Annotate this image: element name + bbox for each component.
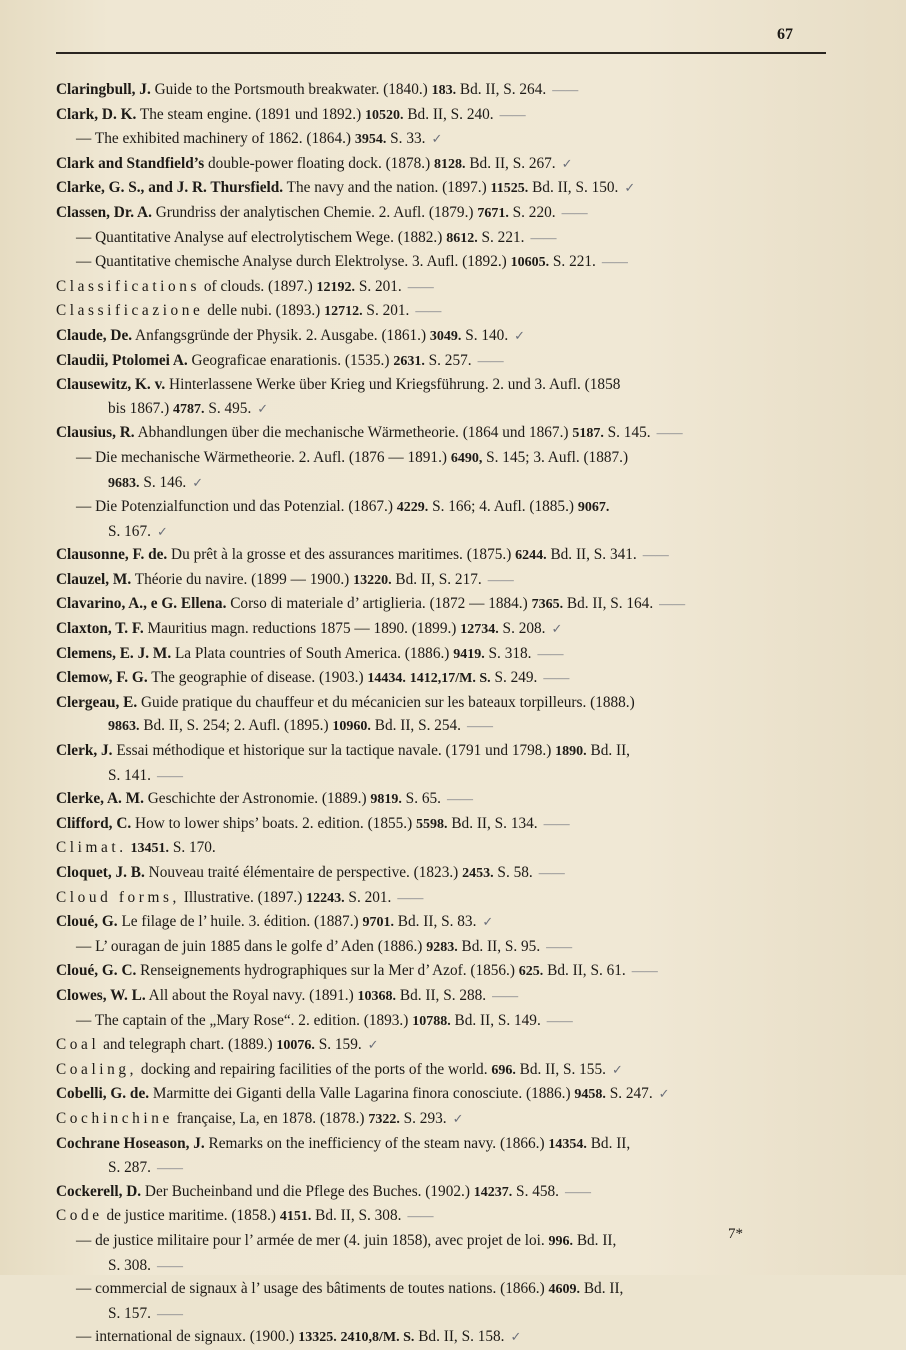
- catalog-entry: [56, 787, 846, 812]
- entry-reference: S. 257.: [424, 351, 472, 369]
- catalog-entry: [56, 861, 846, 886]
- checkmark-annotation: ✓: [658, 1086, 670, 1102]
- entry-catalog-number: 10076.: [276, 1038, 315, 1054]
- catalog-entry: [56, 739, 846, 764]
- entry-dash: —: [76, 1280, 96, 1298]
- signature-mark: 7*: [728, 1226, 743, 1242]
- entry-catalog-number: 9863.: [108, 719, 140, 735]
- entry-reference: S. 495.: [204, 399, 252, 417]
- catalog-entry: [56, 495, 846, 520]
- entry-reference: S. 201.: [362, 302, 410, 320]
- entry-text: Marmitte dei Giganti della Valle Lagarina finora conosciute. (1886.): [149, 1085, 575, 1103]
- entry-catalog-number: 8128.: [434, 156, 466, 172]
- checkmark-annotation: ——: [477, 352, 504, 368]
- entry-catalog-number: 625.: [518, 964, 544, 980]
- checkmark-annotation: ——: [537, 645, 564, 661]
- entry-catalog-number: 996.: [548, 1233, 573, 1249]
- checkmark-annotation: ——: [543, 815, 570, 831]
- entry-reference: Bd. II, S. 254; 2. Aufl. (1895.): [139, 717, 333, 735]
- entry-author: Cockerell, D.: [56, 1182, 142, 1200]
- checkmark-annotation: ——: [156, 1257, 183, 1273]
- catalog-entry: [56, 127, 846, 152]
- catalog-entry: [56, 959, 846, 984]
- entry-reference: Bd. II, S. 95.: [457, 937, 541, 955]
- catalog-entry: [56, 666, 846, 691]
- catalog-entry: [56, 812, 846, 837]
- entry-author: Clifford, C.: [56, 814, 132, 832]
- catalog-entries: [56, 78, 846, 1350]
- entry-reference: S. 458.: [512, 1182, 559, 1200]
- entry-reference: S. 33.: [386, 130, 426, 148]
- catalog-entry: [56, 275, 846, 300]
- entry-text: L’ ouragan de juin 1885 dans le golfe d’ Aden (1886.): [95, 937, 427, 955]
- entry-reference: Bd. II, S. 254.: [370, 717, 462, 735]
- entry-reference: S. 287.: [108, 1159, 151, 1177]
- checkmark-annotation: ✓: [624, 180, 636, 196]
- entry-catalog-number: 9819.: [370, 792, 402, 808]
- entry-title-keyword: Cloud forms,: [56, 888, 180, 906]
- checkmark-annotation: ✓: [452, 1110, 464, 1126]
- entry-text: Corso di materiale d’ artiglieria. (1872 — 1884.): [226, 595, 532, 613]
- entry-title-keyword: Code: [56, 1207, 103, 1225]
- entry-catalog-number: 10788.: [412, 1013, 451, 1029]
- checkmark-annotation: ——: [467, 718, 494, 734]
- entry-reference: Bd. II, S. 164.: [563, 595, 654, 613]
- entry-author: Clausonne, F. de.: [56, 546, 168, 564]
- entry-text: Anfangsgründe der Physik. 2. Ausgabe. (1861.): [132, 326, 430, 344]
- entry-catalog-number: 3954.: [354, 132, 387, 148]
- entry-reference: S. 58.: [493, 864, 533, 881]
- entry-author: Clauzel, M.: [56, 570, 132, 588]
- entry-author: Cloquet, J. B.: [56, 864, 145, 881]
- entry-catalog-number: 2631.: [393, 353, 425, 369]
- entry-continuation: [56, 520, 846, 544]
- entry-catalog-number: 12243.: [306, 890, 345, 906]
- catalog-entry: [56, 1058, 846, 1083]
- entry-reference: S. 201.: [344, 888, 392, 906]
- entry-catalog-number: 10960.: [332, 719, 371, 735]
- catalog-entry: [56, 910, 846, 935]
- entry-text: international de signaux. (1900.): [95, 1328, 299, 1346]
- checkmark-annotation: ——: [561, 204, 588, 220]
- entry-text: Geograficae enarationis. (1535.): [187, 351, 394, 369]
- catalog-entry: [56, 1082, 846, 1107]
- entry-continuation: [56, 1156, 846, 1180]
- checkmark-annotation: ——: [156, 767, 183, 783]
- entry-text: Théorie du navire. (1899 — 1900.): [131, 570, 354, 588]
- entry-dash: —: [76, 498, 96, 516]
- catalog-entry: [56, 1132, 846, 1157]
- entry-text: double-power floating dock. (1878.): [204, 154, 435, 172]
- entry-reference: S. 170.: [169, 839, 216, 857]
- entry-reference: S. 141.: [108, 766, 151, 784]
- catalog-entry: [56, 103, 846, 128]
- checkmark-annotation: ——: [487, 571, 514, 587]
- entry-reference: Bd. II,: [580, 1280, 624, 1298]
- entry-catalog-number: 5187.: [572, 426, 604, 442]
- entry-text: Der Bucheinband und die Pflege des Buches. (1902.): [141, 1182, 474, 1200]
- entry-reference: Bd. II, S. 158.: [414, 1328, 505, 1346]
- entry-dash: —: [76, 253, 96, 271]
- catalog-entry: [56, 201, 846, 226]
- entry-text: How to lower ships’ boats. 2. edition. (1855.): [131, 814, 417, 832]
- entry-catalog-number: 14434.: [367, 671, 406, 687]
- entry-reference: S. 318.: [484, 644, 532, 662]
- entry-catalog-number: 9067.: [577, 500, 610, 516]
- checkmark-annotation: ——: [659, 596, 686, 612]
- checkmark-annotation: ——: [543, 670, 570, 686]
- entry-catalog-number: 8612.: [446, 230, 478, 246]
- entry-catalog-number: 4787.: [173, 401, 205, 417]
- checkmark-annotation: ——: [407, 278, 434, 294]
- checkmark-annotation: ——: [546, 938, 573, 954]
- entry-reference: S. 220.: [508, 203, 556, 221]
- catalog-entry: [56, 226, 846, 251]
- catalog-entry: [56, 250, 846, 275]
- entry-reference: Bd. II, S. 240.: [403, 105, 494, 123]
- entry-author: Clark and Standfield’s: [56, 154, 205, 172]
- entry-reference: Bd. II, S. 150.: [528, 179, 619, 197]
- entry-reference: Bd. II,: [586, 742, 631, 760]
- entry-author: Clavarino, A., e G. Ellena.: [56, 595, 227, 613]
- checkmark-annotation: ✓: [156, 523, 168, 539]
- checkmark-annotation: ✓: [367, 1037, 379, 1053]
- entry-catalog-number: 1890.: [555, 744, 587, 760]
- entry-catalog-number: 696.: [491, 1062, 516, 1078]
- entry-reference: Bd. II, S. 267.: [465, 154, 556, 172]
- entry-title-keyword: Coaling,: [56, 1060, 138, 1078]
- entry-text: The steam engine. (1891 und 1892.): [136, 105, 366, 123]
- checkmark-annotation: ✓: [551, 621, 563, 637]
- checkmark-annotation: ——: [642, 547, 669, 563]
- entry-catalog-number: 14354.: [548, 1136, 587, 1152]
- entry-dash: —: [76, 1328, 96, 1346]
- entry-text: Le filage de l’ huile. 3. édition. (1887.): [117, 913, 363, 931]
- catalog-entry: [56, 984, 846, 1009]
- entry-catalog-number: 12734.: [460, 622, 499, 638]
- entry-reference: S. 167.: [108, 522, 151, 540]
- entry-reference: S. 145.: [603, 424, 651, 442]
- entry-catalog-number: 7365.: [531, 597, 564, 613]
- entry-reference: S. 208.: [498, 620, 546, 638]
- entry-reference: Bd. II, S. 288.: [396, 986, 487, 1004]
- entry-author: Clemow, F. G.: [56, 669, 148, 687]
- catalog-entry: [56, 349, 846, 374]
- entry-reference: Bd. II, S. 217.: [391, 570, 482, 588]
- entry-reference: Bd. II, S. 341.: [546, 546, 637, 564]
- catalog-entry: [56, 592, 846, 617]
- checkmark-annotation: ——: [530, 229, 557, 245]
- entry-reference: S. 201.: [355, 277, 402, 295]
- checkmark-annotation: ——: [407, 1208, 434, 1224]
- entry-text: commercial de signaux à l’ usage des bâtiments de toutes nations. (1866.): [95, 1280, 549, 1298]
- entry-reference: S. 159.: [314, 1036, 362, 1054]
- entry-catalog-number: 4151.: [279, 1209, 312, 1225]
- entry-text: The exhibited machinery of 1862. (1864.): [94, 130, 355, 148]
- catalog-entry: [56, 176, 846, 201]
- entry-text: Essai méthodique et historique sur la tactique navale. (1791 und 1798.): [112, 742, 556, 760]
- catalog-entry: [56, 886, 846, 911]
- catalog-entry: [56, 1180, 846, 1205]
- checkmark-annotation: ——: [564, 1183, 591, 1199]
- entry-text: Hinterlassene Werke über Krieg und Kriegsführung. 2. und 3. Aufl. (1858: [165, 376, 621, 394]
- checkmark-annotation: ——: [552, 82, 579, 97]
- entry-dash: —: [76, 1011, 95, 1029]
- entry-text: The captain of the „Mary Rose“. 2. edition. (1893.): [94, 1011, 413, 1029]
- entry-reference: Bd. II, S. 61.: [543, 962, 626, 980]
- entry-author: Clausewitz, K. v.: [56, 376, 166, 394]
- entry-reference: Bd. II,: [586, 1134, 631, 1152]
- entry-reference: S. 140.: [461, 326, 509, 344]
- entry-text: and telegraph chart. (1889.): [99, 1036, 277, 1054]
- entry-continuation: [56, 714, 846, 739]
- entry-continuation: [56, 764, 846, 788]
- entry-reference: Bd. II,: [573, 1231, 617, 1249]
- entry-reference: Bd. II, S. 134.: [447, 814, 538, 832]
- checkmark-annotation: ✓: [482, 914, 494, 930]
- entry-catalog-number: 7671.: [477, 205, 509, 221]
- entry-catalog-number: 9419.: [453, 646, 485, 662]
- entry-reference: Bd. II, S. 264.: [456, 81, 547, 98]
- entry-author: Cloué, G.: [56, 913, 118, 931]
- entry-author: Clausius, R.: [56, 424, 135, 442]
- entry-text: Die mechanische Wärmetheorie. 2. Aufl. (1876 — 1891.): [95, 448, 451, 466]
- catalog-entry: [56, 642, 846, 667]
- entry-catalog-number: 9283.: [426, 939, 458, 955]
- entry-reference: S. 166; 4. Aufl. (1885.): [428, 498, 578, 516]
- entry-text: Quantitative Analyse auf electrolytischem Wege. (1882.): [95, 228, 447, 246]
- entry-catalog-number: 10605.: [510, 255, 550, 271]
- entry-text: Remarks on the inefficiency of the steam navy. (1866.): [204, 1134, 549, 1152]
- entry-catalog-number: 2410,8/M. S.: [340, 1330, 415, 1346]
- catalog-entry: [56, 1325, 846, 1350]
- entry-title-keyword: Climat.: [56, 839, 127, 857]
- entry-continuation: [56, 1254, 846, 1278]
- entry-catalog-number: 6490,: [450, 450, 483, 466]
- entry-author: Clerk, J.: [56, 742, 113, 760]
- entry-text: La Plata countries of South America. (1886.): [171, 644, 454, 662]
- entry-author: Cobelli, G. de.: [56, 1085, 150, 1103]
- catalog-entry: [56, 324, 846, 349]
- entry-text: Grundriss der analytischen Chemie. 2. Aufl. (1879.): [151, 203, 478, 221]
- entry-text: française, La, en 1878. (1878.): [172, 1109, 369, 1127]
- entry-author: Claude, De.: [56, 326, 133, 344]
- checkmark-annotation: ——: [546, 1012, 573, 1028]
- entry-text: Quantitative chemische Analyse durch Elektrolyse. 3. Aufl. (1892.): [95, 253, 511, 271]
- entry-text: Guide pratique du chauffeur et du mécanicien sur les bateaux torpilleurs. (1888.): [137, 693, 635, 711]
- entry-catalog-number: 11525.: [490, 181, 529, 197]
- entry-dash: —: [76, 130, 95, 148]
- entry-reference: S. 293.: [399, 1109, 447, 1127]
- entry-text: Renseignements hydrographiques sur la Mer d’ Azof. (1856.): [136, 962, 519, 980]
- entry-reference: S. 308.: [108, 1256, 151, 1274]
- entry-dash: —: [76, 448, 96, 466]
- entry-catalog-number: 5598.: [416, 816, 448, 832]
- entry-title-keyword: Coal: [56, 1036, 100, 1054]
- entry-text: Nouveau traité élémentaire de perspective. (1823.): [144, 864, 463, 881]
- entry-text: All about the Royal navy. (1891.): [145, 986, 358, 1004]
- catalog-entry: [56, 935, 846, 960]
- entry-reference: S. 146.: [139, 473, 187, 491]
- entry-catalog-number: 4229.: [396, 500, 429, 516]
- checkmark-annotation: ——: [156, 1305, 183, 1321]
- checkmark-annotation: ——: [601, 254, 628, 270]
- entry-author: Clergeau, E.: [56, 693, 138, 711]
- entry-catalog-number: 13220.: [353, 572, 392, 588]
- catalog-entry: [56, 78, 846, 103]
- entry-author: Clemens, E. J. M.: [56, 644, 172, 662]
- entry-catalog-number: 13451.: [130, 841, 169, 857]
- entry-text: Du prêt à la grosse et des assurances maritimes. (1875.): [167, 546, 516, 564]
- checkmark-annotation: ✓: [561, 155, 573, 171]
- entry-catalog-number: 6244.: [515, 548, 547, 564]
- entry-author: Cloué, G. C.: [56, 962, 137, 980]
- entry-author: Clarke, G. S., and J. R. Thursfield.: [56, 179, 284, 197]
- entry-text: delle nubi. (1893.): [203, 302, 325, 320]
- entry-title-keyword: Classificazione: [56, 302, 204, 320]
- entry-catalog-number: 7322.: [368, 1111, 400, 1127]
- entry-catalog-number: 12192.: [316, 279, 355, 295]
- entry-reference: S. 221.: [477, 228, 525, 246]
- catalog-entry: [56, 836, 846, 861]
- checkmark-annotation: ✓: [257, 400, 269, 416]
- entry-catalog-number: 9458.: [574, 1087, 606, 1103]
- catalog-entry: [56, 691, 846, 715]
- entry-catalog-number: 2453.: [462, 866, 494, 881]
- header-rule: [56, 52, 826, 54]
- catalog-entry: [56, 446, 846, 471]
- catalog-entry: [56, 1033, 846, 1058]
- checkmark-annotation: ——: [499, 106, 526, 122]
- entry-dash: —: [76, 937, 96, 955]
- entry-dash: —: [76, 1231, 96, 1249]
- catalog-entry: [56, 543, 846, 568]
- checkmark-annotation: ✓: [192, 474, 204, 490]
- checkmark-annotation: ——: [415, 303, 442, 319]
- checkmark-annotation: ——: [538, 865, 565, 880]
- entry-reference: Bd. II, S. 155.: [515, 1060, 606, 1078]
- entry-reference: S. 145; 3. Aufl. (1887.): [482, 448, 629, 466]
- entry-dash: —: [76, 228, 96, 246]
- entry-author: Cochrane Hoseason, J.: [56, 1134, 205, 1152]
- entry-title-keyword: Cochinchine: [56, 1109, 173, 1127]
- checkmark-annotation: ——: [656, 425, 683, 441]
- entry-author: Classen, Dr. A.: [56, 203, 152, 221]
- entry-reference: Bd. II, S. 308.: [311, 1207, 402, 1225]
- checkmark-annotation: ——: [631, 963, 658, 979]
- entry-text: de justice militaire pour l’ armée de mer (4. juin 1858), avec projet de loi.: [95, 1231, 549, 1249]
- entry-catalog-number: 1412,17/M. S.: [409, 671, 491, 687]
- catalog-entry: [56, 1009, 846, 1034]
- catalog-entry: [56, 373, 846, 397]
- entry-text: Abhandlungen über die mechanische Wärmetheorie. (1864 und 1867.): [134, 424, 573, 442]
- entry-text: de justice maritime. (1858.): [102, 1207, 280, 1225]
- entry-text: The geographie of disease. (1903.): [147, 669, 368, 687]
- entry-text: The navy and the nation. (1897.): [283, 179, 491, 197]
- entry-author: Claxton, T. F.: [56, 620, 144, 638]
- entry-reference: S. 65.: [401, 790, 441, 808]
- entry-author: Claringbull, J.: [56, 81, 151, 98]
- entry-reference: S. 247.: [605, 1085, 653, 1103]
- entry-continuation: [56, 1302, 846, 1326]
- checkmark-annotation: ✓: [514, 327, 526, 343]
- entry-reference: Bd. II, S. 83.: [393, 913, 477, 931]
- entry-catalog-number: 9683.: [108, 475, 140, 491]
- entry-text: Geschichte der Astronomie. (1889.): [143, 790, 371, 808]
- checkmark-annotation: ✓: [510, 1329, 522, 1345]
- catalog-entry: [56, 152, 846, 177]
- entry-author: Clark, D. K.: [56, 105, 137, 123]
- entry-catalog-number: 4609.: [548, 1282, 581, 1298]
- entry-title-keyword: Classifications: [56, 277, 201, 295]
- entry-text: docking and repairing facilities of the ports of the world.: [137, 1060, 492, 1078]
- entry-reference: S. 157.: [108, 1304, 151, 1322]
- entry-reference: Bd. II, S. 149.: [450, 1011, 541, 1029]
- entry-catalog-number: 12712.: [324, 304, 363, 320]
- catalog-entry: [56, 1107, 846, 1132]
- entry-catalog-number: 13325.: [298, 1330, 337, 1346]
- catalog-entry: [56, 617, 846, 642]
- checkmark-annotation: ——: [492, 987, 519, 1003]
- entry-catalog-number: 183.: [431, 83, 457, 98]
- entry-text: Guide to the Portsmouth breakwater. (1840.): [150, 81, 432, 98]
- checkmark-annotation: ——: [397, 889, 424, 905]
- entry-catalog-number: 10520.: [365, 107, 404, 123]
- entry-reference: S. 221.: [549, 253, 596, 271]
- entry-author: Claudii, Ptolomei A.: [56, 351, 188, 369]
- entry-catalog-number: 14237.: [473, 1184, 513, 1200]
- entry-text: of clouds. (1897.): [200, 277, 317, 295]
- entry-continuation: [56, 397, 846, 422]
- checkmark-annotation: ——: [156, 1160, 183, 1176]
- catalog-entry: [56, 568, 846, 593]
- catalog-entry: [56, 299, 846, 324]
- entry-author: Clerke, A. M.: [56, 790, 144, 808]
- entry-reference: S. 249.: [490, 669, 538, 687]
- entry-catalog-number: 9701.: [362, 915, 394, 931]
- checkmark-annotation: ✓: [431, 131, 443, 147]
- entry-text: Die Potenzialfunction und das Potenzial. (1867.): [95, 498, 397, 516]
- catalog-entry: [56, 421, 846, 446]
- entry-catalog-number: 3049.: [429, 328, 462, 344]
- entry-catalog-number: 10368.: [357, 988, 397, 1004]
- entry-reference: bis 1867.): [108, 399, 174, 417]
- checkmark-annotation: ✓: [611, 1061, 623, 1077]
- entry-continuation: [56, 471, 846, 496]
- entry-author: Clowes, W. L.: [56, 986, 146, 1004]
- entry-text: Mauritius magn. reductions 1875 — 1890. (1899.): [143, 620, 461, 638]
- page-number: 67: [777, 26, 793, 43]
- catalog-entry: [56, 1277, 846, 1302]
- checkmark-annotation: ——: [446, 791, 473, 807]
- entry-text: Illustrative. (1897.): [179, 888, 307, 906]
